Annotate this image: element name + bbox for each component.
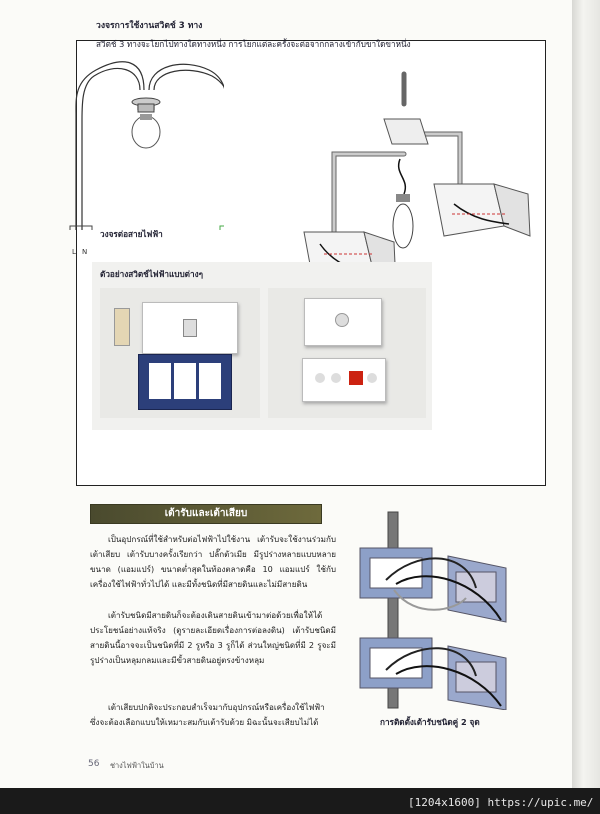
socket-install-figure bbox=[356, 510, 524, 710]
wiring-caption: วงจรต่อสายไฟฟ้า bbox=[100, 229, 163, 239]
label-n: N bbox=[82, 248, 88, 256]
switch-photo-left bbox=[100, 288, 260, 418]
page-edge bbox=[572, 0, 600, 788]
page-title: วงจรการใช้งานสวิตช์ 3 ทาง bbox=[96, 21, 203, 31]
switch-with-indicator bbox=[302, 358, 386, 402]
paragraph-1: เป็นอุปกรณ์ที่ใช้สำหรับต่อไฟฟ้าไปใช้งาน เต้ารับจะใช้งานร่วมกับเต้าเสียบ เต้ารับบางครั้งเรียกว่า ปลั๊กตัวเมีย มีรูปร่างหลายแบบหลายขนาด (แอมแปร์) ขนาดต่ำสุดในท้องตลาดคือ 10 แอมแปร์ ใช้กับเครื่องใช้ไฟฟ้าทั่วไปได้ และมีทั้งชนิดที่มีสายดินและไม่มีสายดิน bbox=[90, 534, 336, 589]
switch-photo-panel bbox=[92, 262, 432, 430]
paragraph-3: เต้าเสียบปกติจะประกอบสำเร็จมากับอุปกรณ์หรือเครื่องใช้ไฟฟ้า ซึ่งจะต้องเลือกแบบให้เหมาะสมกับเต้ารับด้วย มิฉะนั้นจะเสียบไม่ได้ bbox=[90, 702, 325, 727]
paragraph-2: เต้ารับชนิดมีสายดินก็จะต้องเดินสายดินเข้ามาต่อด้วยเพื่อให้ได้ประโยชน์อย่างแท้จริง (ดูรายละเอียดเรื่องการต่อลงดิน) เต้ารับชนิดมีสายดินนี้อาจจะเป็นชนิดที่มี 2 รูหรือ 3 รูก็ได้ ส่วนใหญ่ชนิดที่มี 2 รูจะมีรูปร่างเป็นหลุมกลมและมีขั้วสายดินอยู่ตรงข้างหลุม bbox=[90, 610, 336, 665]
image-watermark: [1204x1600] https://upic.me/ bbox=[408, 796, 594, 809]
wiring-diagram bbox=[54, 60, 224, 230]
label-l: L bbox=[72, 248, 76, 256]
photo-title: ตัวอย่างสวิตช์ไฟฟ้าแบบต่างๆ bbox=[100, 269, 203, 279]
single-rocker-switch bbox=[142, 302, 238, 354]
page-number: 56 bbox=[88, 759, 100, 769]
section-heading: เต้ารับและเต้าเสียบ bbox=[90, 504, 322, 524]
slide-switch bbox=[114, 308, 130, 346]
switch-photo-right bbox=[268, 288, 426, 418]
book-title: ช่างไฟฟ้าในบ้าน bbox=[110, 761, 164, 770]
push-switch bbox=[304, 298, 382, 346]
subtitle: สวิตช์ 3 ทางจะโยกไปทางใดทางหนึ่ง การโยกแต่ละครั้งจะต่อจากกลางเข้ากับขาใดขาหนึ่ง bbox=[96, 39, 411, 49]
triple-switch-plate bbox=[138, 354, 232, 410]
socket-figure-caption: การติดตั้งเต้ารับชนิดคู่ 2 จุด bbox=[380, 717, 480, 727]
